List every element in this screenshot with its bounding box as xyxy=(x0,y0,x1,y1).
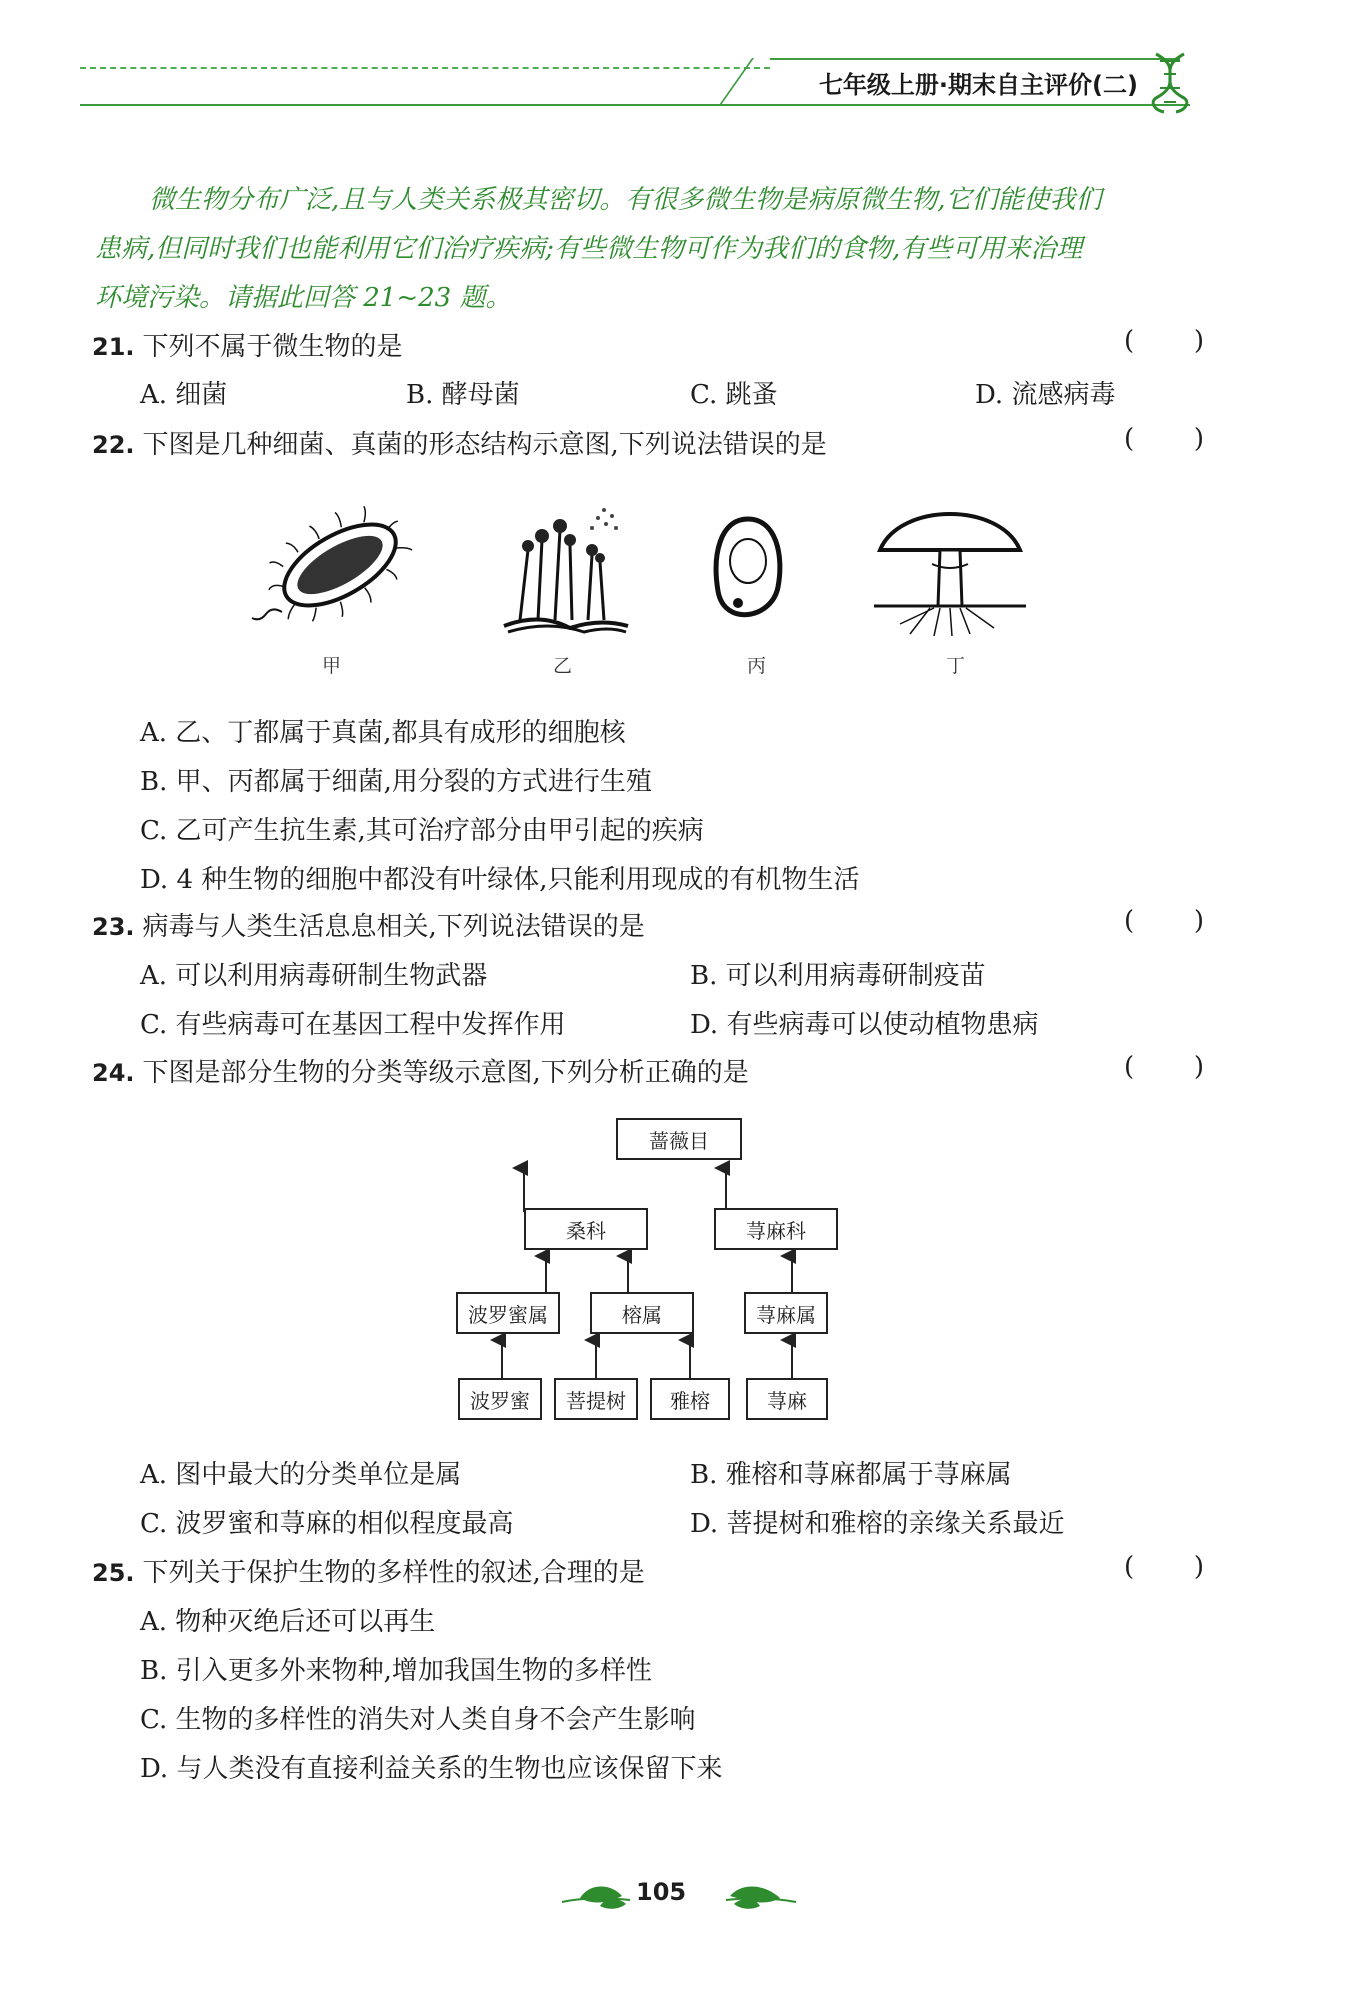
option-21-c: C. 跳蚤 xyxy=(690,380,778,410)
header-rule xyxy=(80,104,1190,106)
tree-node-genus: 荨麻属 xyxy=(744,1292,828,1334)
answer-paren-22: ( ) xyxy=(1124,424,1204,454)
question-text: 下图是部分生物的分类等级示意图,下列分析正确的是 xyxy=(142,1058,749,1088)
tree-node-genus: 波罗蜜属 xyxy=(456,1292,560,1334)
header-dashed-line xyxy=(80,67,770,69)
option-21-b: B. 酵母菌 xyxy=(406,380,520,410)
option-21-d: D. 流感病毒 xyxy=(975,380,1116,410)
option-22-d: D. 4 种生物的细胞中都没有叶绿体,只能利用现成的有机物生活 xyxy=(140,865,860,895)
option-23-b: B. 可以利用病毒研制疫苗 xyxy=(690,961,986,991)
question-number: 25. xyxy=(92,1559,135,1587)
tree-node-species: 波罗蜜 xyxy=(458,1378,542,1420)
question-number: 21. xyxy=(92,333,135,361)
header-title: 七年级上册·期末自主评价(二) xyxy=(818,70,1138,99)
option-25-a: A. 物种灭绝后还可以再生 xyxy=(140,1607,436,1637)
yeast-cell-illustration xyxy=(708,515,788,630)
question-22 xyxy=(92,424,827,461)
option-22-c: C. 乙可产生抗生素,其可治疗部分由甲引起的疾病 xyxy=(140,816,704,846)
question-23 xyxy=(92,906,645,943)
question-24 xyxy=(92,1052,749,1089)
option-23-d: D. 有些病毒可以使动植物患病 xyxy=(690,1010,1039,1040)
option-22-b: B. 甲、丙都属于细菌,用分裂的方式进行生殖 xyxy=(140,767,652,797)
question-25 xyxy=(92,1552,645,1589)
mushroom-illustration xyxy=(870,488,1030,638)
answer-paren-25: ( ) xyxy=(1124,1552,1204,1582)
answer-paren-24: ( ) xyxy=(1124,1052,1204,1082)
question-text: 下列不属于微生物的是 xyxy=(142,332,403,362)
question-number: 22. xyxy=(92,431,135,459)
tree-node-species: 雅榕 xyxy=(650,1378,730,1420)
tree-node-order: 蔷薇目 xyxy=(616,1118,742,1160)
option-21-a: A. 细菌 xyxy=(140,380,228,410)
tree-node-species: 荨麻 xyxy=(746,1378,828,1420)
answer-paren-21: ( ) xyxy=(1124,326,1204,356)
intro-line-2: 患病,但同时我们也能利用它们治疗疾病;有些微生物可作为我们的食物,有些可用来治理 xyxy=(95,234,1083,264)
question-text: 下列关于保护生物的多样性的叙述,合理的是 xyxy=(142,1558,645,1588)
option-24-c: C. 波罗蜜和荨麻的相似程度最高 xyxy=(140,1509,514,1539)
option-22-a: A. 乙、丁都属于真菌,都具有成形的细胞核 xyxy=(140,718,626,748)
tree-node-family: 荨麻科 xyxy=(714,1208,838,1250)
option-25-c: C. 生物的多样性的消失对人类自身不会产生影响 xyxy=(140,1705,696,1735)
tree-node-family: 桑科 xyxy=(524,1208,648,1250)
question-text: 病毒与人类生活息息相关,下列说法错误的是 xyxy=(142,912,645,942)
figure-label-bing: 丙 xyxy=(747,655,767,677)
option-25-b: B. 引入更多外来物种,增加我国生物的多样性 xyxy=(140,1656,652,1686)
tree-node-genus: 榕属 xyxy=(590,1292,694,1334)
page-number: 105 xyxy=(636,1878,687,1906)
intro-line-3: 环境污染。请据此回答 21~23 题。 xyxy=(95,283,512,313)
intro-line-1: 微生物分布广泛,且与人类关系极其密切。有很多微生物是病原微生物,它们能使我们 xyxy=(149,185,1102,215)
question-number: 23. xyxy=(92,913,135,941)
option-24-b: B. 雅榕和荨麻都属于荨麻属 xyxy=(690,1460,1012,1490)
question-21 xyxy=(92,326,403,363)
header-tab xyxy=(770,58,1180,104)
option-23-c: C. 有些病毒可在基因工程中发挥作用 xyxy=(140,1010,566,1040)
figure-label-jia: 甲 xyxy=(322,655,342,677)
figure-label-yi: 乙 xyxy=(553,655,573,677)
intro-paragraph xyxy=(95,176,1215,323)
option-25-d: D. 与人类没有直接利益关系的生物也应该保留下来 xyxy=(140,1754,723,1784)
question-text: 下图是几种细菌、真菌的形态结构示意图,下列说法错误的是 xyxy=(142,430,827,460)
dna-icon xyxy=(1146,52,1194,114)
figure-label-ding: 丁 xyxy=(946,655,966,677)
option-24-a: A. 图中最大的分类单位是属 xyxy=(140,1460,462,1490)
option-24-d: D. 菩提树和雅榕的亲缘关系最近 xyxy=(690,1509,1065,1539)
mold-illustration xyxy=(500,500,630,635)
answer-paren-23: ( ) xyxy=(1124,906,1204,936)
option-23-a: A. 可以利用病毒研制生物武器 xyxy=(140,961,488,991)
question-number: 24. xyxy=(92,1059,135,1087)
tree-node-species: 菩提树 xyxy=(554,1378,638,1420)
bacterium-illustration xyxy=(250,500,430,630)
